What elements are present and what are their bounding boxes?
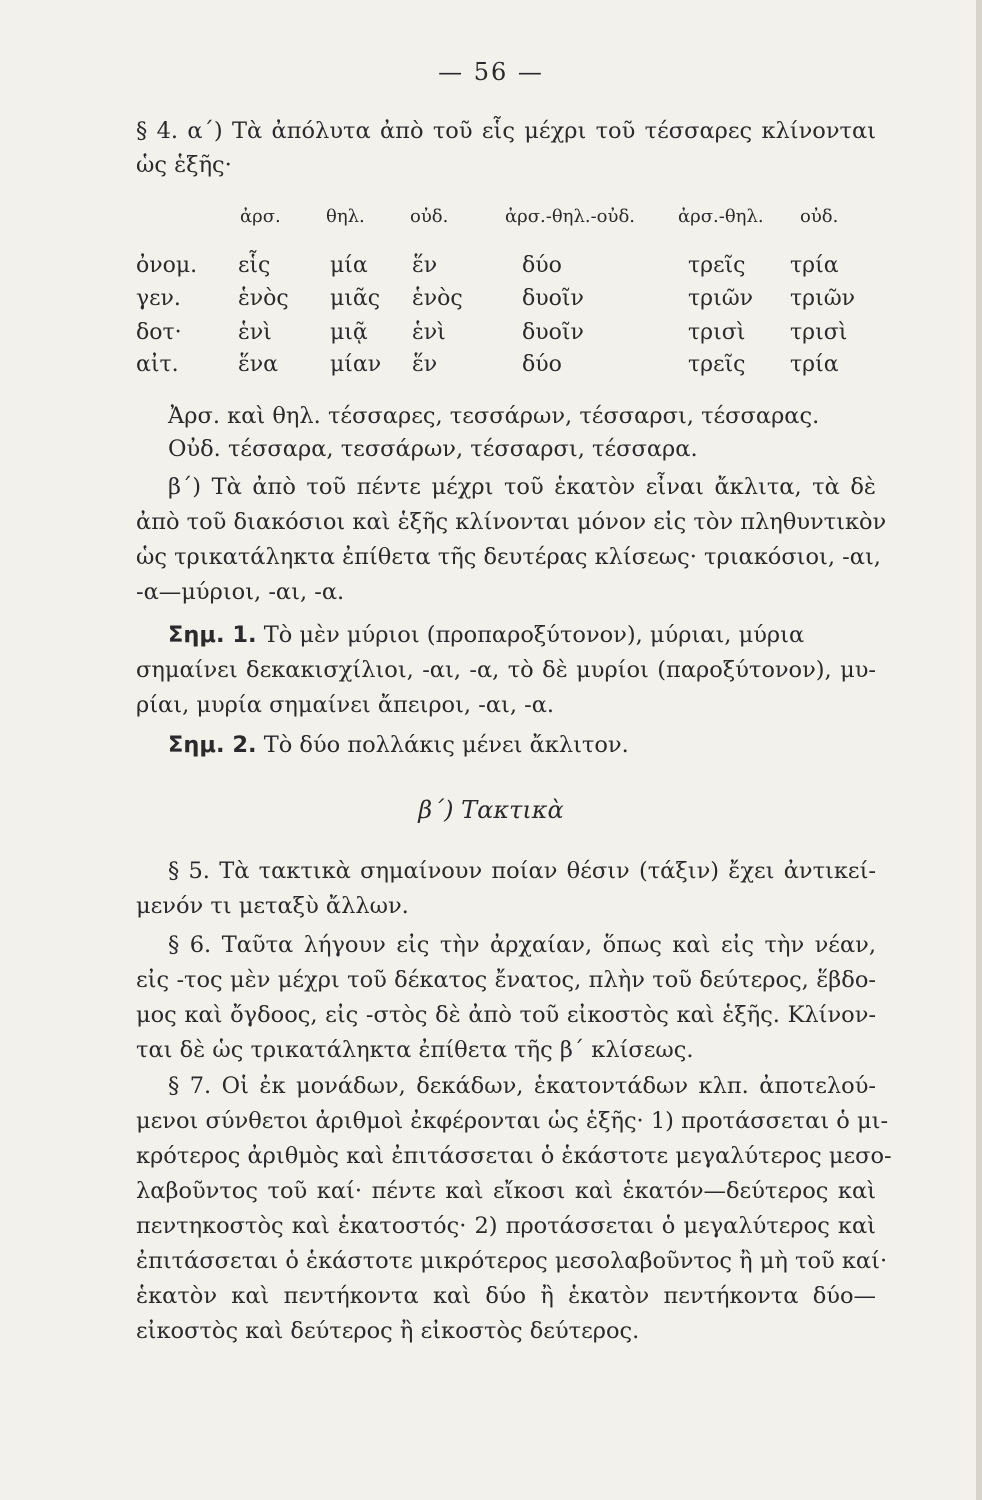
section-6-line: μος καὶ ὄγδοος, εἰς -στὸς δὲ ἀπὸ τοῦ εἰκοστὸς καὶ ἑξῆς. Κλίνον- [136, 1002, 876, 1028]
table-header: ἀρσ.-θηλ.-οὐδ. [505, 206, 635, 227]
table-cell: τρισὶ [688, 320, 746, 345]
table-cell: τρεῖς [688, 352, 746, 377]
section-7-line: ἐπιτάσσεται ὁ ἑκάστοτε μικρότερος μεσολαβοῦντος ἢ μὴ τοῦ καί· [136, 1248, 888, 1274]
section-7-line: πεντηκοστὸς καὶ ἑκατοστός· 2) προτάσσεται ὁ μεγαλύτερος καὶ [136, 1213, 876, 1239]
section-7-line: μενοι σύνθετοι ἀριθμοὶ ἐκφέρονται ὡς ἑξῆς· 1) προτάσσεται ὁ μι- [136, 1108, 889, 1134]
table-case-label: γεν. [136, 286, 181, 311]
table-cell: τρεῖς [688, 253, 746, 278]
note-1-label: Σημ. 1. [168, 622, 257, 648]
section-5-line: § 5. Τὰ τακτικὰ σημαίνουν ποίαν θέσιν (τάξιν) ἔχει ἀντικεί- [168, 858, 876, 884]
table-case-label: ὀνομ. [136, 253, 198, 278]
table-header: οὐδ. [410, 206, 449, 227]
table-cell: ἕνα [238, 352, 279, 377]
section-5-line: μενόν τι μεταξὺ ἄλλων. [136, 893, 409, 919]
table-cell: εἷς [238, 253, 271, 278]
paragraph-beta-line: -α—μύριοι, -αι, -α. [136, 579, 345, 605]
section-7-line: § 7. Οἱ ἐκ μονάδων, δεκάδων, ἑκατοντάδων κλπ. ἀποτελού- [168, 1073, 876, 1099]
table-cell: ἑνὶ [412, 320, 446, 345]
section-7-line: ἑκατὸν καὶ πεντήκοντα καὶ δύο ἢ ἑκατὸν πεντήκοντα δύο— [136, 1283, 876, 1309]
section-6-line: εἰς -τος μὲν μέχρι τοῦ δέκατος ἔνατος, πλὴν τοῦ δεύτερος, ἕβδο- [136, 967, 876, 993]
note-2 [168, 732, 629, 759]
table-cell: δυοῖν [522, 320, 584, 345]
page-number: — 56 — [438, 58, 544, 86]
section-6-line: ται δὲ ὡς τρικατάληκτα ἐπίθετα τῆς β΄ κλίσεως. [136, 1037, 694, 1063]
table-cell: ἕν [412, 253, 438, 278]
table-cell: τριῶν [790, 286, 856, 311]
section-4-line-2: ὡς ἑξῆς· [136, 152, 232, 178]
section-4-line-1: § 4. α΄) Τὰ ἀπόλυτα ἀπὸ τοῦ εἷς μέχρι τοῦ τέσσαρες κλίνονται [136, 118, 876, 144]
table-cell: ἑνὸς [238, 286, 289, 311]
page-edge [976, 0, 982, 1500]
table-cell: δύο [522, 253, 562, 278]
table-cell: ἑνὸς [412, 286, 463, 311]
table-case-label: δοτ· [136, 320, 182, 345]
section-6-line: § 6. Ταῦτα λήγουν εἰς τὴν ἀρχαίαν, ὅπως καὶ εἰς τὴν νέαν, [168, 932, 876, 958]
table-cell: μία [330, 253, 368, 278]
table-header: ἀρσ. [240, 206, 281, 227]
note-2-text: Τὸ δύο πολλάκις μένει ἄκλιτον. [263, 732, 629, 758]
paragraph-beta-line: ἀπὸ τοῦ διακόσιοι καὶ ἑξῆς κλίνονται μόνον εἰς τὸν πληθυντικὸν [136, 509, 887, 535]
note-1-text: Τὸ μὲν μύριοι (προπαροξύτονον), μύριαι, μύρια [263, 622, 805, 648]
tessares-masc-fem: Ἀρσ. καὶ θηλ. τέσσαρες, τεσσάρων, τέσσαρσι, τέσσαρας. [168, 403, 820, 429]
table-cell: μιᾷ [330, 320, 368, 345]
table-cell: δυοῖν [522, 286, 584, 311]
table-cell: τρία [790, 253, 839, 278]
paragraph-beta-line: ὡς τρικατάληκτα ἐπίθετα τῆς δευτέρας κλίσεως· τριακόσιοι, -αι, [136, 544, 881, 570]
note-2-label: Σημ. 2. [168, 732, 257, 758]
table-cell: τριῶν [688, 286, 754, 311]
section-7-line: λαβοῦντος τοῦ καί· πέντε καὶ εἴκοσι καὶ ἑκατόν—δεύτερος καὶ [136, 1178, 876, 1204]
table-header: ἀρσ.-θηλ. [678, 206, 764, 227]
table-cell: δύο [522, 352, 562, 377]
note-1-line-3: ρίαι, μυρία σημαίνει ἄπειροι, -αι, -α. [136, 692, 555, 718]
table-header: οὐδ. [800, 206, 839, 227]
section-7-line: κρότερος ἀριθμὸς καὶ ἐπιτάσσεται ὁ ἑκάστοτε μεγαλύτερος μεσο- [136, 1143, 892, 1169]
table-cell: ἑνὶ [238, 320, 272, 345]
table-cell: τρία [790, 352, 839, 377]
tessares-neuter: Οὐδ. τέσσαρα, τεσσάρων, τέσσαρσι, τέσσαρα. [168, 436, 698, 462]
table-cell: μίαν [330, 352, 382, 377]
table-case-label: αἰτ. [136, 352, 179, 377]
section-heading: β΄) Τακτικὰ [418, 796, 564, 824]
table-cell: ἕν [412, 352, 438, 377]
section-7-line: εἰκοστὸς καὶ δεύτερος ἢ εἰκοστὸς δεύτερος. [136, 1318, 640, 1344]
table-cell: τρισὶ [790, 320, 848, 345]
table-header: θηλ. [326, 206, 365, 227]
note-1-line-1 [168, 622, 804, 649]
note-1-line-2: σημαίνει δεκακισχίλιοι, -αι, -α, τὸ δὲ μυρίοι (παροξύτονον), μυ- [136, 657, 876, 683]
paragraph-beta-line: β΄) Τὰ ἀπὸ τοῦ πέντε μέχρι τοῦ ἑκατὸν εἶναι ἄκλιτα, τὰ δὲ [168, 474, 876, 500]
table-cell: μιᾶς [330, 286, 381, 311]
